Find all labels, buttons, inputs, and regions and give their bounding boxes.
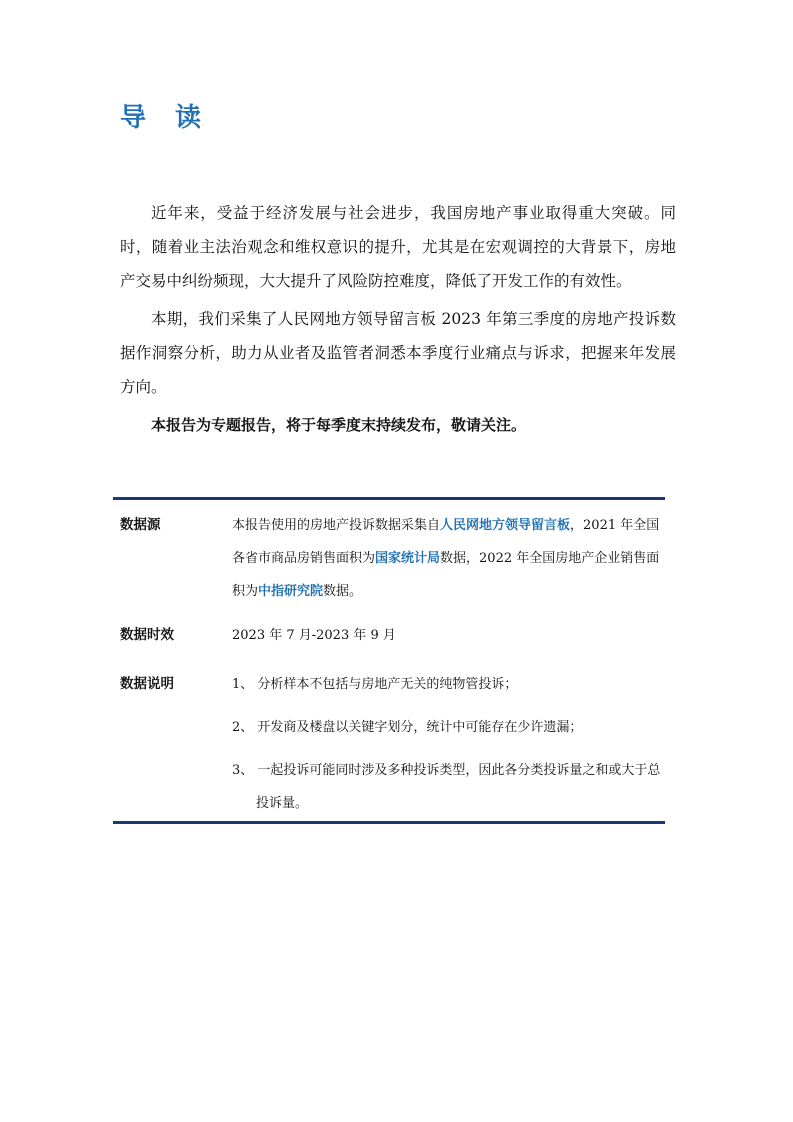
source-text-d: 数据。 <box>323 584 363 599</box>
intro-paragraph-1: 近年来，受益于经济发展与社会进步，我国房地产事业取得重大突破。同时，随着业主法治观念和维权意识的提升，尤其是在宏观调控的大背景下，房地产交易中纠纷频现，大大提升了风险防控难度，降低了开发工作的有效性。 <box>120 204 676 290</box>
period-value: 2023 年 7 月-2023 年 9 月 <box>232 628 396 643</box>
source-text-a: 本报告使用的房地产投诉数据采集自 <box>232 518 441 533</box>
data-info-box <box>113 497 665 824</box>
notes-label: 数据说明 <box>120 676 174 692</box>
source-label: 数据源 <box>120 517 161 533</box>
source-text-c: 数据，2022 年全国房地产企业销售面积为 <box>232 551 660 599</box>
page-title: 导 读 <box>120 103 212 133</box>
note-item: 1、 分析样本不包括与房地产无关的纯物管投诉； <box>232 677 518 692</box>
intro-paragraph-2: 本期，我们采集了人民网地方领导留言板 2023 年第三季度的房地产投诉数据作洞察分析，助力从业者及监管者洞悉本季度行业痛点与诉求，把握来年发展方向。 <box>120 310 676 396</box>
note-item: 3、 一起投诉可能同时涉及多种投诉类型，因此各分类投诉量之和或大于总投诉量。 <box>232 763 661 811</box>
period-label: 数据时效 <box>120 627 174 643</box>
source-link-people[interactable]: 人民网地方领导留言板 <box>440 518 571 533</box>
source-link-cih-index[interactable]: 中指研究院 <box>258 584 324 599</box>
notice-paragraph: 本报告为专题报告，将于每季度末持续发布，敬请关注。 <box>151 416 527 434</box>
note-item: 2、 开发商及楼盘以关键字划分，统计中可能存在少许遗漏； <box>232 720 583 735</box>
source-text <box>232 509 662 608</box>
source-text-b: ，2021 年全国各省市商品房销售面积为 <box>232 518 660 566</box>
source-link-stats-bureau[interactable]: 国家统计局 <box>375 551 441 566</box>
